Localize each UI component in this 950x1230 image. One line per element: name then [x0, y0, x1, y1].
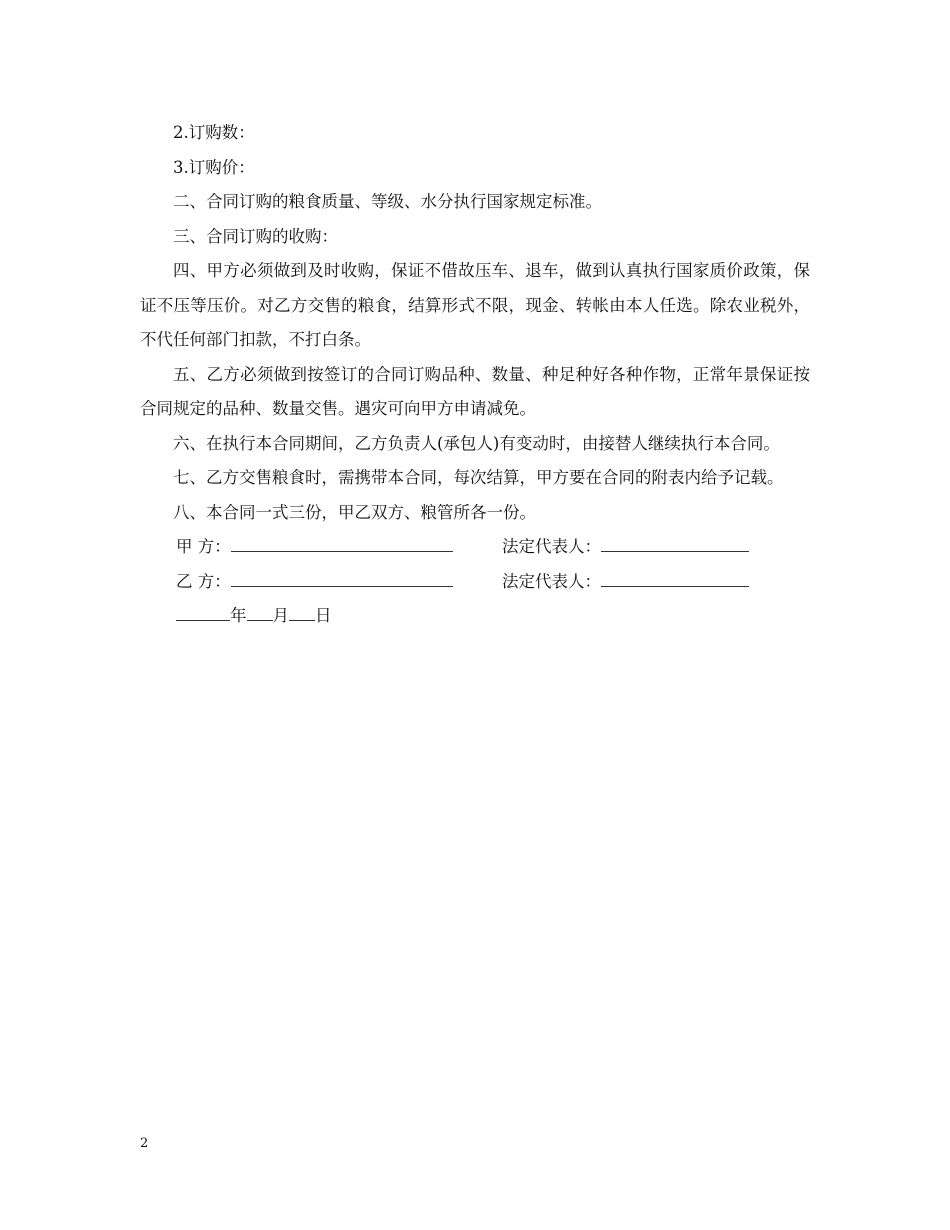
party-b-label: 乙 方： — [176, 571, 231, 591]
party-b-signature-line — [231, 568, 453, 587]
signing-date — [140, 599, 810, 634]
page-number: 2 — [140, 1136, 149, 1151]
month-blank — [247, 602, 273, 621]
clause-party-b-duty: 五、乙方必须做到按签订的合同订购品种、数量、种足种好各种作物，正常年景保证按合同规定的品种、数量交售。遇灾可向甲方申请减免。 — [140, 364, 810, 418]
day-label: 日 — [315, 606, 332, 625]
clause-copies: 八、本合同一式三份，甲乙双方、粮管所各一份。 — [173, 502, 536, 522]
year-label: 年 — [230, 606, 247, 625]
clause-settlement-record: 七、乙方交售粮食时，需携带本合同，每次结算，甲方要在合同的附表内给予记载。 — [173, 468, 784, 487]
day-blank — [289, 602, 315, 621]
party-a-signature — [176, 530, 502, 565]
year-blank — [176, 602, 230, 621]
party-a-rep-label: 法定代表人： — [502, 537, 601, 556]
signature-row-party-a — [140, 530, 810, 565]
party-b-rep-label: 法定代表人： — [502, 571, 601, 591]
party-a-signature-line — [231, 533, 453, 552]
clause-quantity: 2.订购数： — [173, 123, 255, 142]
party-a-representative — [502, 530, 749, 565]
clause-responsible-change: 六、在执行本合同期间，乙方负责人(承包人)有变动时，由接替人继续执行本合同。 — [173, 433, 780, 453]
contract-body — [140, 116, 810, 634]
signature-row-party-b — [140, 565, 810, 600]
clause-party-a-duty: 四、甲方必须做到及时收购，保证不借故压车、退车，做到认真执行国家质价政策，保证不压等压价。对乙方交售的粮食，结算形式不限，现金、转帐由本人任选。除农业税外，不代任何部门扣款，不打白条。 — [140, 261, 810, 349]
month-label: 月 — [272, 606, 289, 625]
party-b-rep-line — [601, 568, 749, 587]
party-a-rep-line — [601, 533, 749, 552]
clause-price: 3.订购价： — [173, 157, 255, 177]
clause-purchase: 三、合同订购的收购： — [173, 226, 338, 246]
party-b-representative — [502, 565, 749, 600]
party-b-signature — [176, 565, 502, 600]
party-a-label: 甲 方： — [176, 537, 231, 556]
clause-quality: 二、合同订购的粮食质量、等级、水分执行国家规定标准。 — [173, 192, 602, 211]
